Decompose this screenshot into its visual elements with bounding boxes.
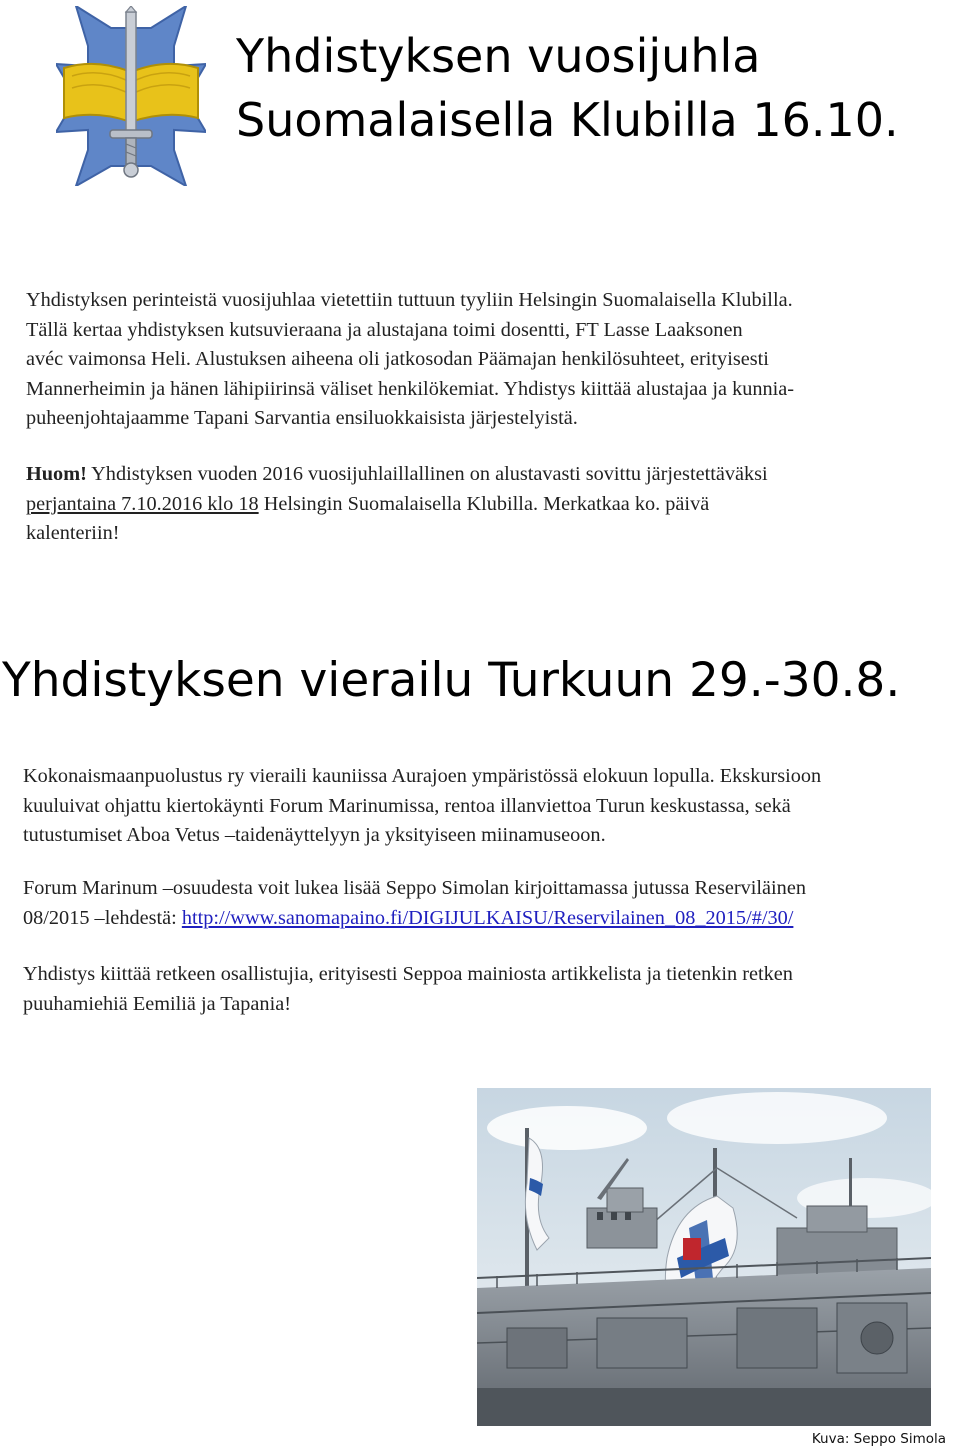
article-title-anniversary [236,24,899,152]
reference-prefix: 08/2015 –lehdestä: [23,906,182,929]
notice-line: kalenteriin! [26,522,120,544]
body-line: Kokonaismaanpuolustus ry vieraili kauniissa Aurajoen ympäristössä elokuun lopulla. Ekskursioon [23,765,822,787]
body-line: Tällä kertaa yhdistyksen kutsuvieraana ja alustajana toimi dosentti, FT Lasse Laaksonen [26,318,743,341]
sword-blade-shape [126,12,136,132]
warship-photo [477,1088,931,1426]
notice-line [26,460,768,490]
body-line: puuhamiehiä Eemiliä ja Tapania! [23,992,291,1015]
title-line: Yhdistyksen vuosijuhla [236,29,761,83]
reservilainen-article-link[interactable]: http://www.sanomapaino.fi/DIGIJULKAISU/Reservilainen_08_2015/#/30/ [181,906,794,929]
article-title-turku-visit: Yhdistyksen vierailu Turkuun 29.-30.8. [2,653,901,708]
dinner-notice [26,460,768,549]
photo-caption: Kuva: Seppo Simola [811,1431,946,1447]
notice-label: Huom! [26,463,87,485]
body-line: Mannerheimin ja hänen lähipiirinsä väliset henkilökemiat. Yhdistys kiittää alustajaa ja kunnia- [26,377,795,400]
association-logo-icon [56,6,206,186]
body-line: kuuluivat ohjattu kiertokäynti Forum Marinumissa, rentoa illanviettoa Turun keskustassa, sekä [23,794,791,817]
body-line: Yhdistys kiittää retkeen osallistujia, erityisesti Seppoa mainiosta artikkelista ja tietenkin retken [23,963,793,985]
notice-line [26,490,768,520]
title-line: Suomalaisella Klubilla 16.10. [236,93,899,147]
notice-text: Yhdistyksen vuoden 2016 vuosijuhlaillallinen on alustavasti sovittu järjestettäväksi [86,463,768,485]
body-line: Forum Marinum –osuudesta voit lukea lisää Seppo Simolan kirjoittamassa jutussa Reserviläinen [23,877,806,899]
article-body-anniversary [26,286,794,434]
thanks-paragraph [23,960,793,1019]
forum-marinum-reference [23,874,806,933]
body-line: Yhdistyksen perinteistä vuosijuhlaa vietettiin tuttuun tyyliin Helsingin Suomalaisella Klubilla. [26,289,793,311]
notice-text: Helsingin Suomalaisella Klubilla. Merkatkaa ko. päivä [258,492,710,515]
article-body-turku-visit [23,762,821,851]
body-line: puheenjohtajaamme Tapani Sarvantia ensiluokkaisista järjestelyistä. [26,407,578,429]
body-line [23,904,806,934]
notice-date: perjantaina 7.10.2016 klo 18 [26,492,259,515]
body-line: avéc vaimonsa Heli. Alustuksen aiheena oli jatkosodan Päämajan henkilösuhteet, erityisesti [26,348,769,370]
body-line: tutustumiset Aboa Vetus –taidenäyttelyyn ja yksityiseen miinamuseoon. [23,824,606,846]
